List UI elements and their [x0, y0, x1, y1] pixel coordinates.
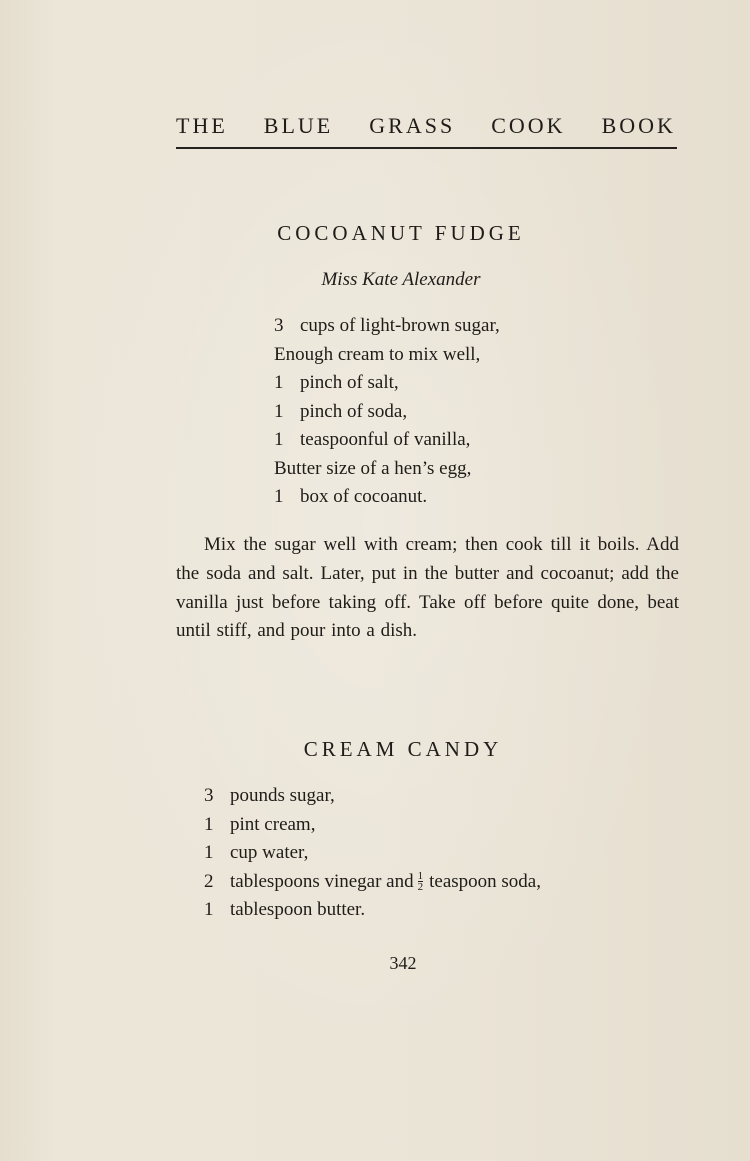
ingredient-text: tablespoon butter. [230, 899, 366, 920]
ingredient-item [274, 369, 500, 398]
ingredient-quantity: 3 [204, 785, 214, 806]
ingredient-item [204, 839, 541, 868]
ingredient-item [204, 896, 541, 925]
fraction-denominator: 2 [417, 880, 424, 893]
fraction-numerator: 1 [417, 869, 424, 882]
ingredient-text: pinch of salt, [300, 372, 399, 393]
ingredient-quantity: 1 [204, 842, 214, 863]
ingredient-text: Enough cream to mix well, [274, 343, 481, 365]
ingredient-list [274, 312, 500, 512]
ingredient-text: Butter size of a hen’s egg, [274, 457, 472, 479]
recipe-title: COCOANUT FUDGE [277, 221, 525, 245]
ingredient-text: teaspoon soda, [429, 870, 541, 892]
ingredient-item [204, 811, 541, 840]
ingredient-text: box of cocoanut. [300, 486, 428, 507]
ingredient-quantity: 2 [204, 870, 214, 892]
ingredient-text: pint cream, [230, 813, 316, 835]
ingredient-item [274, 483, 500, 512]
ingredient-quantity: 3 [274, 315, 284, 336]
ingredient-text: tablespoons vinegar and [230, 870, 414, 892]
ingredient-item [274, 312, 500, 341]
running-head-word: COOK [491, 113, 566, 138]
ingredient-item [274, 341, 500, 370]
running-head-word: THE [176, 113, 228, 138]
ingredient-item [274, 455, 500, 484]
running-head-word: BLUE [263, 113, 334, 138]
recipe-title: CREAM CANDY [303, 737, 503, 761]
ingredient-quantity: 1 [274, 429, 284, 450]
running-head-word: BOOK [601, 113, 676, 138]
ingredient-quantity: 1 [274, 486, 284, 507]
ingredient-text: teaspoonful of vanilla, [300, 429, 471, 450]
ingredient-item [274, 426, 500, 455]
ingredient-quantity: 1 [204, 813, 214, 835]
ingredient-quantity: 1 [204, 899, 214, 920]
ingredient-item [274, 398, 500, 427]
fraction [418, 871, 424, 892]
recipe-attribution: Miss Kate Alexander [321, 269, 481, 290]
ingredient-item [204, 782, 541, 811]
running-head [176, 112, 676, 140]
ingredient-quantity: 1 [274, 372, 284, 393]
ingredient-text: cups of light-brown sugar, [300, 315, 500, 336]
header-rule [176, 147, 677, 149]
ingredient-text: cup water, [230, 842, 309, 863]
recipe-method: Mix the sugar well with cream; then cook till it boils. Add the soda and salt. Later, put in the butter and cocoanut; add the vanilla just before taking off. Take off before quite done, beat until stiff, and pour into a dish. [176, 534, 679, 642]
ingredient-list [204, 782, 541, 925]
ingredient-text: pounds sugar, [230, 785, 335, 806]
page-number: 342 [389, 953, 417, 973]
ingredient-quantity: 1 [274, 400, 284, 422]
ingredient-text: pinch of soda, [300, 400, 408, 422]
ingredient-item [204, 868, 541, 897]
running-head-word: GRASS [369, 113, 456, 138]
